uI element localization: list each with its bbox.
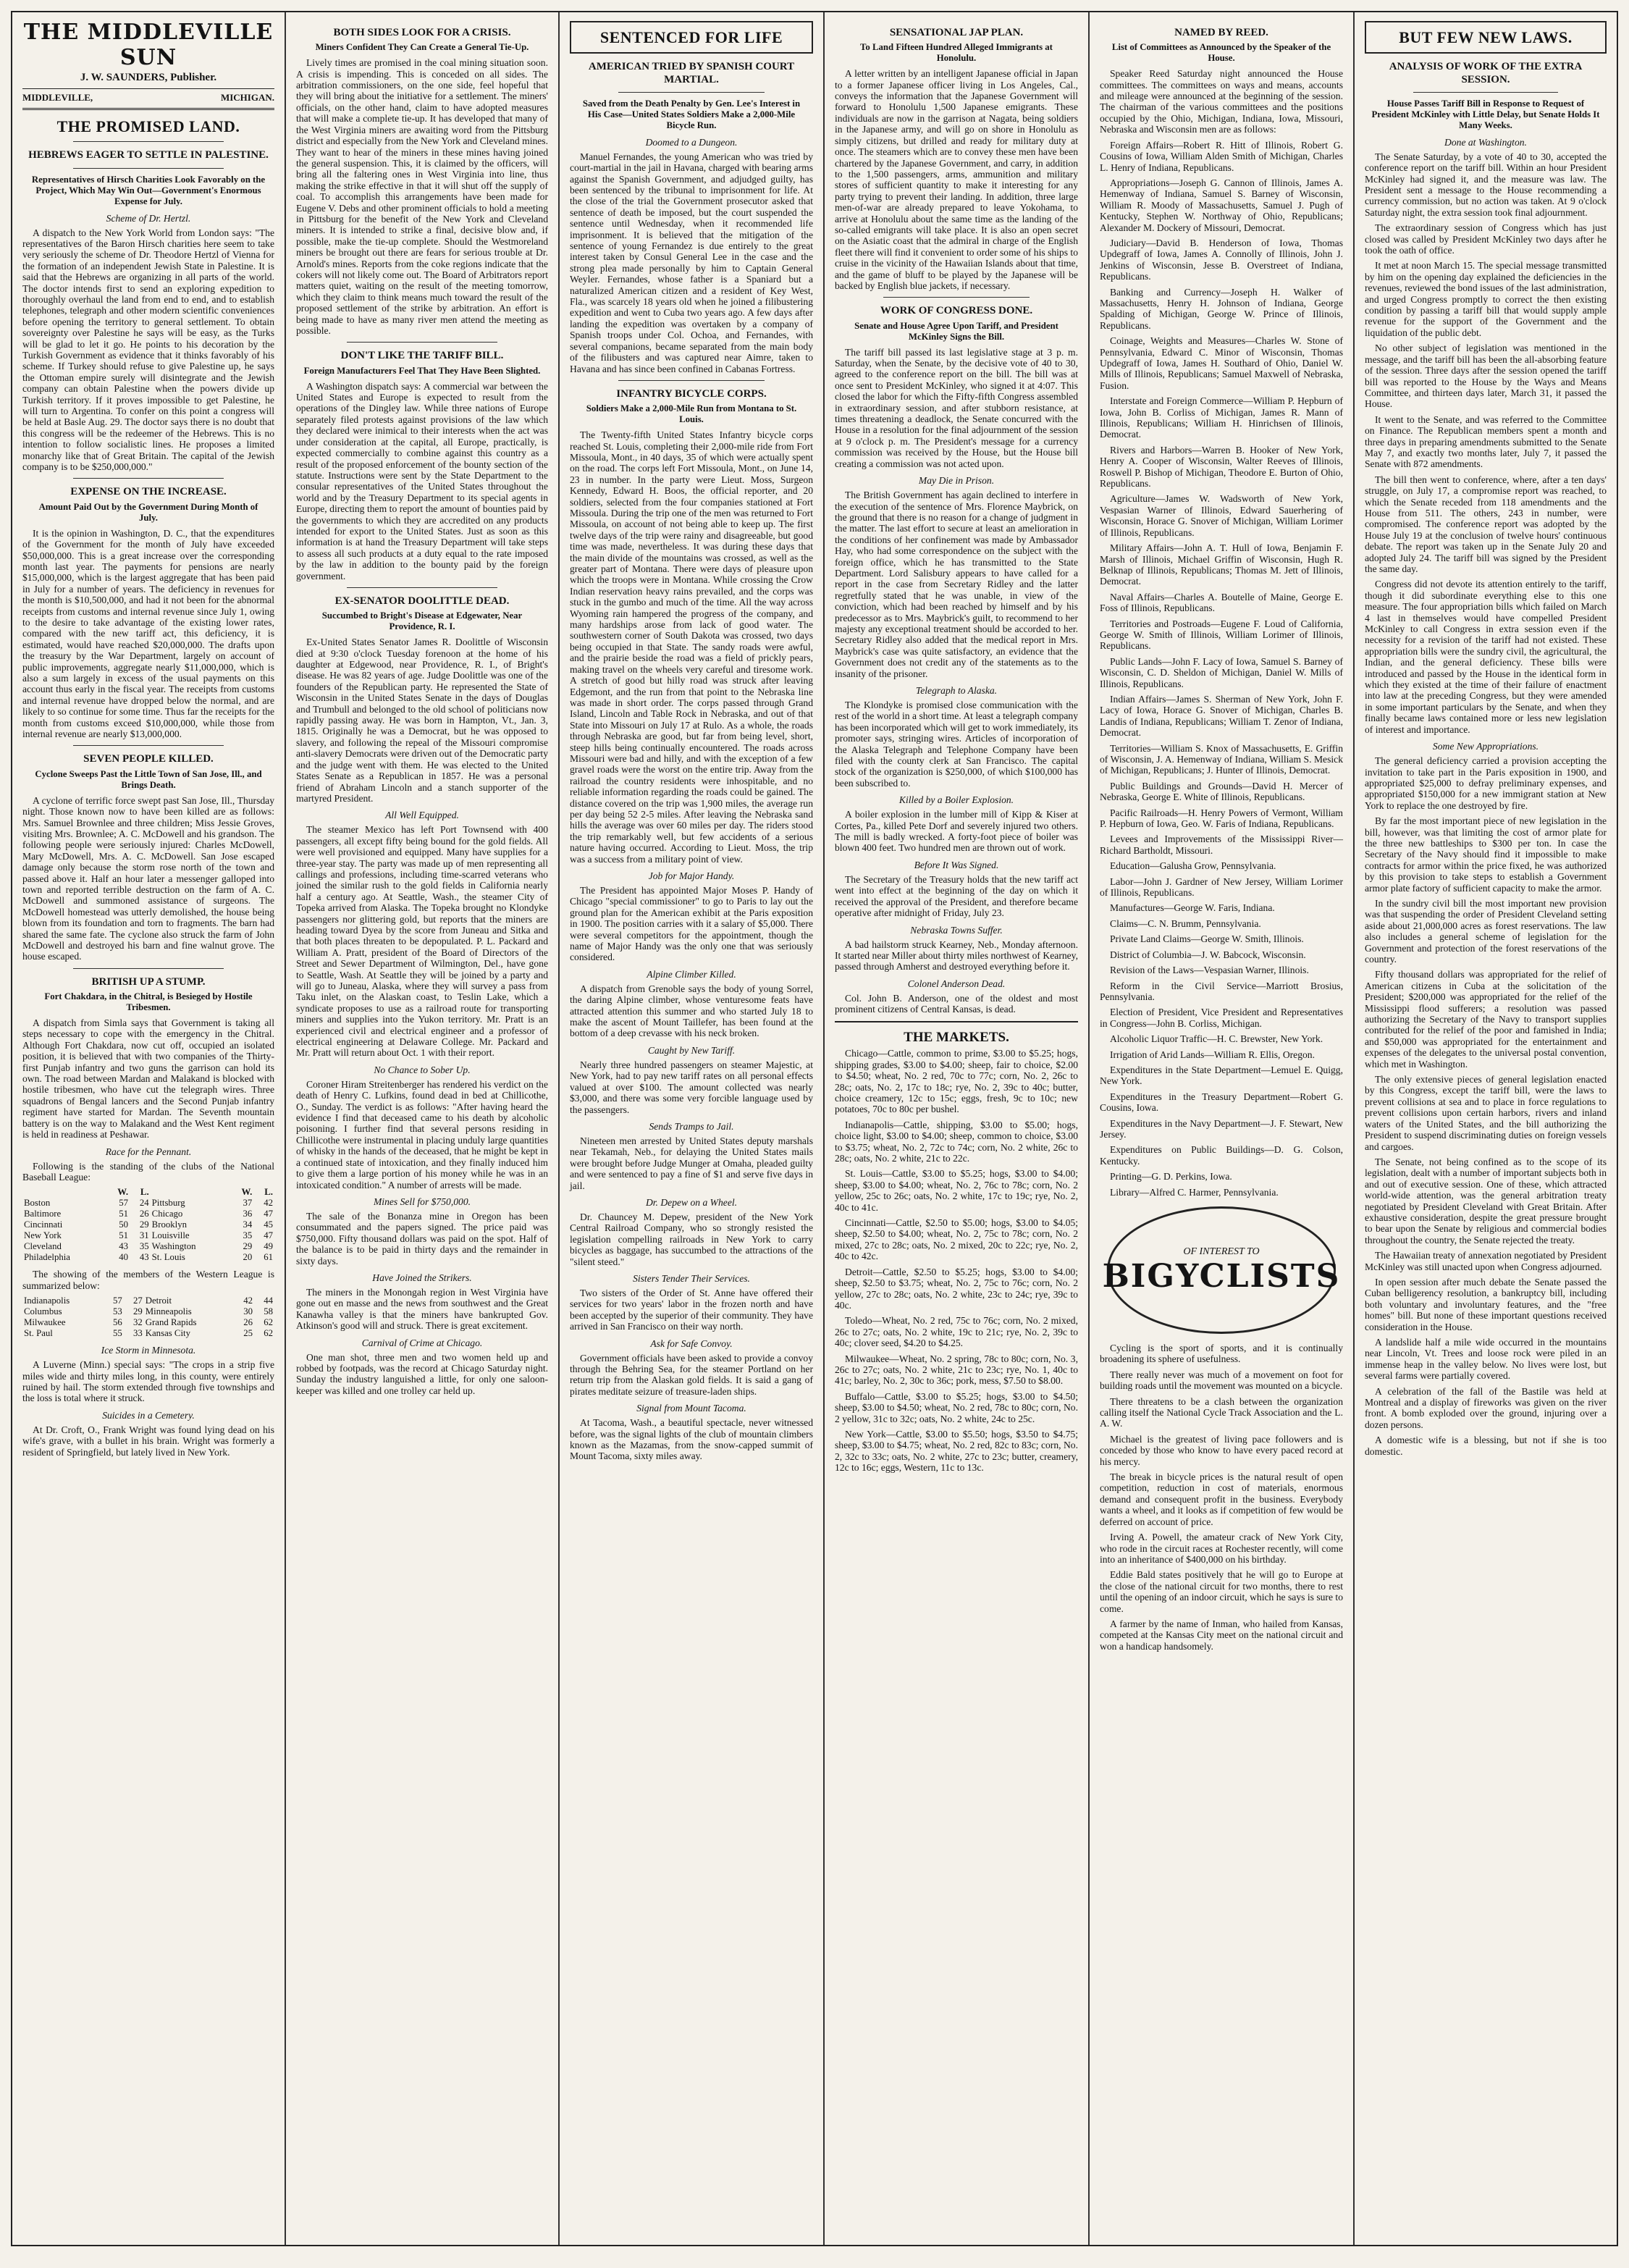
headline-crisis: BOTH SIDES LOOK FOR A CRISIS. <box>333 27 511 38</box>
article-text: The only extensive pieces of general legislation enacted by this Congress, except the tariff bill, were the laws to prevent collisions at sea and to place in force regulations to prevent collisions upon certain harbors, rivers and inland waters of the United States, and the bill authorizing the President to suspend discriminating duties on foreign vessels and cargoes. <box>1365 1074 1607 1152</box>
article-text: Col. John B. Anderson, one of the oldest and most prominent citizens of Central Kansas, is dead. <box>835 992 1078 1015</box>
article-text: In open session after much debate the Senate passed the Cuban belligerency resolution, a bankruptcy bill, including both voluntary and involuntary features, and the "free homes" bill. But none of these important questions received consideration in the House. <box>1365 1276 1607 1332</box>
article-text: The President has appointed Major Moses P. Handy of Chicago "special commissioner" to go to Paris to lay out the ground plan for the American exhibit at the Paris exposition in 1900. The position carries with it a salary of $5,000. There were several competitors for the appointment, though the name of Major Handy was the only one that was seriously considered. <box>570 885 813 963</box>
table-header-cell <box>22 1187 106 1198</box>
article-text: Two sisters of the Order of St. Anne have offered their services for two years' labor in the frozen north and have been accepted by the superior of their community. They have arrived in San Francisco on their way north. <box>570 1287 813 1332</box>
table-cell: 62 <box>264 1317 273 1328</box>
subhead-sober: No Chance to Sober Up. <box>374 1064 471 1075</box>
rule <box>73 968 224 969</box>
subhead-ice-storm: Ice Storm in Minnesota. <box>101 1345 196 1356</box>
rule <box>618 380 765 381</box>
table-cell: Kansas City <box>145 1328 190 1339</box>
article-text: Congress did not devote its attention entirely to the tariff, though it did subordinate everything else to this one measure. The four appropriation bills which failed on March 4 last in themselves would have compelled President McKinley to call Congress in extra session even if the necessity for a revision of the tariff had not existed. These appropriation bills were the sundry civil, the agricultural, the Indian, and the general deficiency. These bills were introduced and passed by the House in the identical form in which they existed at the time of their failure of enactment into law at the preceding Congress, but they were amended in some important particulars by the Senate, and when they finally became laws contained more or less new legislation of interest and importance. <box>1365 579 1607 735</box>
column-6 <box>1355 12 1617 2245</box>
headline-sentenced: SENTENCED FOR LIFE <box>599 28 783 46</box>
subhead-nebraska: Nebraska Towns Suffer. <box>910 924 1003 936</box>
rule <box>835 1021 1078 1022</box>
article-text: The showing of the members of the Western League is summarized below: <box>22 1269 274 1291</box>
deck-sentenced: AMERICAN TRIED BY SPANISH COURT MARTIAL. <box>588 61 795 85</box>
table-cell: 24 <box>139 1198 149 1209</box>
article-text: A dispatch from Grenoble says the body of young Sorrel, the daring Alpine climber, whose venturesome feats have attracted attention this summer and who started July 18 to make the ascent of Mount Taillefer, has been found at the bottom of a deep crevasse with his neck broken. <box>570 983 813 1039</box>
rule <box>73 745 224 746</box>
table-cell: 27 <box>132 1295 143 1306</box>
table-header-cell <box>151 1187 231 1198</box>
table-cell: 31 <box>139 1230 149 1241</box>
committee-entry: Naval Affairs—Charles A. Boutelle of Maine, George E. Foss of Illinois, Republicans. <box>1100 591 1343 614</box>
table-cell: 49 <box>264 1241 273 1252</box>
article-text: Lively times are promised in the coal mining situation soon. A crisis is impending. This is conceded on all sides. The arbitration commissioners, on the one side, feel hopeful that they will bring about the initiative for a settlement. The miners' officials, on the other hand, claim to have adopted measures that will make a complete tie-up. It has developed that many of the West Virginia miners are awaiting word from the Pittsburg district and especially from the New York and Cleveland mines. They want to hear of the miners in these mines having joined the general suspension. This, it is claimed by the officers, will bring all the faltering ones in West Virginia into line, thus making the strike effective in that it will shut off the supply of coal. To accomplish this arrangements have been made for Eugene V. Debs and other prominent officials to hold a meeting in Pittsburg for the benefit of the New York and Cleveland miners. It is intended to strike a final, decisive blow and, if possible, make the tie-up complete. Should the Westmoreland miners be brought out there are fears for serious trouble at Dr. Arnold's mines. Reports from the coke regions indicate that the cokers will not likely come out. The Board of Arbitrators report matters quiet, waiting on the result of the meeting tomorrow, which they claim to think means much toward the result of the proposed settlement of the strike by arbitration. An effort is being made to have as many river men attend the meeting as possible. <box>296 57 548 336</box>
article-text: Cycling is the sport of sports, and it is continually broadening its sphere of usefulness. <box>1100 1343 1343 1365</box>
committee-entry: Judiciary—David B. Henderson of Iowa, Thomas Updegraff of Iowa, James A. Connolly of Illinois, John J. Jenkins of Wisconsin, Jesse B. Overstreet of Indiana, Republicans. <box>1100 237 1343 282</box>
bicyclists-banner <box>1102 1206 1341 1334</box>
subhead-carnival: Carnival of Crime at Chicago. <box>361 1337 483 1348</box>
column-2 <box>286 12 560 2245</box>
committee-entry: Indian Affairs—James S. Sherman of New York, John F. Lacy of Iowa, Horace G. Snover of Michigan, Charles B. Landis of Indiana, Republicans; William T. Zenor of Indiana, Democrat. <box>1100 693 1343 739</box>
article-text: By far the most important piece of new legislation in the bill, however, was that limiting the cost of armor plate for the three new battleships to $300 per ton. In case the Secretary of the Navy should find it impossible to make contracts for armor within the price fixed, he was authorized by this provision to take steps to establish a Government armor plate factory of sufficient capacity to make the armor. <box>1365 815 1607 894</box>
headline-jap: SENSATIONAL JAP PLAN. <box>889 27 1024 38</box>
article-text: A cyclone of terrific force swept past San Jose, Ill., Thursday night. Those known now to have been killed are as follows: Mrs. Samuel Brownlee and three children; Miss Jessie Groves, visiting Mrs. Brownlee; A. C. McDowell and his grandson. The following people were seriously injured: Charles McDowell, Mary McDowell, Mrs. A. C. McDowell. San Jose escaped damage only because the storm rose north of the town and passed above it. Half an hour later a messenger galloped into town and reported terrible destruction on the farm of A. C. McDowell and summoned assistance of surgeons. The McDowell homestead was utterly demolished, the house being blown from its foundation and torn to fragments. The barn had shared the same fate. The cyclone also struck the farm of John McDowell and destroyed his barn and fine walnut grove. The house escaped. <box>22 794 274 962</box>
committee-entry: Appropriations—Joseph G. Cannon of Illinois, James A. Hemenway of Indiana, Samuel S. Barney of Wisconsin, William R. Moody of Massachusetts, Samuel J. Pugh of Kentucky, Stephen W. Northway of Ohio, Republicans; Alexander M. Dockery of Missouri, Democrat. <box>1100 177 1343 233</box>
table-cell: 50 <box>119 1219 129 1230</box>
table-cell: 40 <box>119 1252 129 1263</box>
committee-entry: Alcoholic Liquor Traffic—H. C. Brewster, New York. <box>1110 1033 1323 1045</box>
article-text: The Senate Saturday, by a vote of 40 to 30, accepted the conference report on the tariff bill. Within an hour President McKinley had signed it, and the measure was law. The President sent a message to the House recommending a currency commission, but no action was taken. At 9 o'clock Saturday night, the extra session took final adjournment. <box>1365 151 1607 218</box>
article-text: It is the opinion in Washington, D. C., that the expenditures of the Government for the month of July have exceeded $50,000,000. This is a great increase over the corresponding month last year. The payments for pensions are nearly $15,000,000, which is the largest aggregate that has been paid in July for a number of years. The deficiency in revenues for the month is $10,500,000, and had it not been for the abnormal receipts from customs and internal revenue since July 1, owing to the desire to take advantage of the existing lower rates, compared with the new tariff act, this deficiency, it is estimated, would have reached $20,000,000. The drafts upon the treasury by the War Department, largely on account of public improvements, aggregate nearly $11,000,000, which is also a sum largely in excess of the usual payments on this account thus early in the fiscal year. The receipts from customs and internal revenue have dropped below the normal, and are likely to so continue for some time. Thus far the receipts for the month from customs exceed $10,000,000, while those from internal revenue are nearly $13,000,000. <box>22 527 274 740</box>
table-row <box>22 1209 274 1219</box>
table-cell: 32 <box>132 1317 143 1328</box>
rule <box>1413 92 1558 93</box>
market-report: Chicago—Cattle, common to prime, $3.00 to $5.25; hogs, shipping grades, $3.00 to $4.00; sheep, fair to choice, $2.00 to $4.50; wheat, No. 2 red, 70c to 77c; corn, No. 2, 26c to 28c; oats, No. 2, 17c to 18c; rye, No. 2, 39c to 40c; butter, choice creamery, 12c to 15c; eggs, fresh, 9c to 10c; new potatoes, 70c to 80c per bushel. <box>835 1048 1078 1115</box>
subdeck-laws: House Passes Tariff Bill in Response to Request of President McKinley with Little Delay, but Senate Holds It Many Weeks. <box>1371 98 1600 130</box>
committee-entry: Library—Alfred C. Harmer, Pennsylvania. <box>1110 1186 1279 1198</box>
table-cell: 62 <box>264 1328 273 1339</box>
table-cell: 57 <box>119 1198 129 1209</box>
article-text: It met at noon March 15. The special message transmitted by him on the opening day explained the deficiencies in the revenues, reviewed the bond issues of the last administration, and urged Congress promptly to correct the then existing condition by passing a tariff bill that would supply ample revenue for the support of the Government and the liquidation of the public debt. <box>1365 260 1607 338</box>
headline-expense: EXPENSE ON THE INCREASE. <box>70 486 227 498</box>
committee-entry: Private Land Claims—George W. Smith, Illinois. <box>1110 933 1304 945</box>
article-text: It went to the Senate, and was referred to the Committee on Finance. The Republican members spent a month and three days in preparing amendments submitted to the Senate May 7, and exactly two months later, July 7, it passed the Senate with 872 amendments. <box>1365 413 1607 470</box>
rule <box>883 297 1030 298</box>
committee-entry: Foreign Affairs—Robert R. Hitt of Illinois, Robert G. Cousins of Iowa, William Alden Smith of Michigan, Charles L. Henry of Indiana, Republicans. <box>1100 139 1343 173</box>
table-cell: 57 <box>113 1295 122 1306</box>
headline-british: BRITISH UP A STUMP. <box>91 975 206 988</box>
article-text: A letter written by an intelligent Japanese official in Japan to a former Japanese officer living in Los Angeles, Cal., conveys the information that the Japanese Government will forward to Honolulu 1,500 Japanese emigrants. These individuals are now in the garrison at Nagata, being soldiers in the Japanese army, and will go on shore in Honolulu as simply citizens, but drilled and ready for military duty at once. The steamers which are to convey these men have been chartered by the Japanese Government, and carry, in addition to the 1,500 passengers, arms, ammunition and military stores of sufficient quantity to make it interesting for any party trying to prevent their landing. In addition, three large men-of-war are already prepared to leave Yokohama, to arrive at Honolulu about the same time as the landing of the so-called emigrants will take place. It is also an open secret on the Asiatic coast that the admiral in charge of the English fleet there will find it convenient to order some of his ships to cruise in the vicinity of the Hawaiian Islands about that time, and the game of bluff to be played by the Japanese will be backed by English blue jackets, if necessary. <box>835 68 1078 291</box>
article-text: At Tacoma, Wash., a beautiful spectacle, never witnessed before, was the signal lights of the club of mountain climbers known as the Mazamas, from the snow-capped summit of Mount Tacoma, sixty miles away. <box>570 1417 813 1462</box>
subhead-convoy: Ask for Safe Convoy. <box>650 1337 733 1349</box>
table-cell: 42 <box>264 1198 273 1209</box>
table-row <box>22 1306 274 1317</box>
table-cell: St. Paul <box>24 1328 53 1339</box>
subhead-pennant: Race for the Pennant. <box>105 1146 192 1157</box>
table-cell: 26 <box>243 1317 253 1328</box>
subhead-telegraph: Telegraph to Alaska. <box>915 685 998 696</box>
table-cell: Detroit <box>145 1295 172 1306</box>
committee-entry: Banking and Currency—Joseph H. Walker of Massachusetts, Henry H. Johnson of Indiana, George Spalding of Michigan, George W. Prince of Illinois, Republicans. <box>1100 286 1343 331</box>
article-text: The steamer Mexico has left Port Townsend with 400 passengers, all except fifty being bound for the gold fields. All were well provisioned and equipped. Many have supplies for a three-year stay. The party was made up of men representing all callings and professions, including time-scarred veterans who joined the similar rush to the gold fields in California nearly half a century ago. At Seattle, Wash., the steamer City of Topeka arrived from Alaska. The Topeka brought no Klondyke passengers nor glittering gold, but reports that the miners are heading toward Dyea by the score from Juneau and Sitka and that both places threaten to be depopulated. P. L. Packard and William A. Pratt, president of the Board of Directors of the Street and Sewer Department of Wilmington, Del., have gone to Seattle, Wash. At Seattle they will be joined by a party and will go to Juneau, Alaska, where they will survey a pass from Taku inlet, on the Alaskan coast, to Teslin Lake, which a syndicate proposes to use as a railroad route for transporting miners and supplies into the Yukon territory. Mr. Pratt is an experienced civil and electrical engineer and a professor of electrical engineering at Delaware College. Mr. Packard and Mr. Pratt will return about Oct. 1 with their report. <box>296 824 548 1059</box>
market-report: New York—Cattle, $3.00 to $5.50; hogs, $3.50 to $4.75; sheep, $3.00 to $4.75; wheat, No. 2 red, 82c to 83c; corn, No. 2, 32c to 33c; oats, No. 2 white, 27c to 23c; butter, creamery, 12c to 16c; eggs, Western, 11c to 13c. <box>835 1428 1078 1474</box>
article-text: Dr. Chauncey M. Depew, president of the New York Central Railroad Company, who so strongly resisted the legislation compelling railroads in New York to carry bicycles as baggage, has succumbed to the attractions of the "silent steed." <box>570 1211 813 1267</box>
headline-promised-land: THE PROMISED LAND. <box>56 117 240 135</box>
deck-promised-land: HEBREWS EAGER TO SETTLE IN PALESTINE. <box>28 149 269 161</box>
committee-entry: Pacific Railroads—H. Henry Powers of Vermont, William P. Hepburn of Iowa, Geo. W. Faris of Indiana, Republicans. <box>1100 807 1343 830</box>
table-cell: Boston <box>24 1198 51 1209</box>
column-1 <box>12 12 286 2245</box>
table-cell: Pittsburg <box>151 1198 185 1209</box>
masthead-dateline <box>22 88 274 104</box>
deck-expense: Amount Paid Out by the Government During Month of July. <box>38 501 258 523</box>
masthead <box>22 20 274 110</box>
table-cell: 34 <box>243 1219 253 1230</box>
table-row <box>22 1230 274 1241</box>
standings-table-western <box>22 1295 274 1339</box>
rule <box>347 587 498 588</box>
article-text: The break in bicycle prices is the natural result of open competition, reduction in cost of materials, enormous demand and consequent profit in the business. Everybody wants a wheel, and it looks as if competition of few would be deferred on account of price. <box>1100 1471 1343 1527</box>
article-text: A dispatch to the New York World from London says: "The representatives of the Baron Hirsch charities here seem to take very seriously the scheme of Dr. Theodore Hertzl of Vienna for the formation of an independent Jewish State in Palestine. It is said that the Hebrews are organizing in all parts of the world. The doctor intends first to send an exploring expedition to thoroughly overhaul the land from end to end, and to establish telephones, telegraph and other modern scientific conveniences before opening the territory to general settlement. To obtain sovereignty over Palestine he says will be easy, as the Turks will be glad to let it go. He points to his decoration by the Turkish Government as evidence that it thinks favorably of his scheme. If Turkey should refuse to give Palestine up, he says the Ottoman empire surely will disintegrate and the Jewish company can obtain Palestine when the powers divide up Turkish territory. If it proves impossible to get Palestine, he will turn to Argentina. To confer on this point a congress will be held at Basle Aug. 29. The doctor says there is no doubt that this congress will be the redeemer of the Hebrews. This is no intention to follow socialistic lines. He proposes a limited monarchy like that of Great Britain. The capital of the Jewish company is to be $250,000,000." <box>22 227 274 473</box>
masthead-title: THE MIDDLEVILLE SUN <box>23 20 274 70</box>
article-text: A celebration of the fall of the Bastile was held at Montreal and a display of fireworks was given on the river front. A bomb exploded over the ground, injuring over a dozen persons. <box>1365 1385 1607 1430</box>
banner-top-text: OF INTEREST TO <box>1183 1246 1260 1257</box>
table-cell: 37 <box>243 1198 253 1209</box>
masthead-town: MIDDLEVILLE, <box>22 92 93 103</box>
table-cell: 26 <box>139 1209 149 1219</box>
headline-laws: BUT FEW NEW LAWS. <box>1399 28 1573 46</box>
banner-main-text: BIGYCLISTS <box>1102 1257 1341 1295</box>
article-text: Fifty thousand dollars was appropriated for the relief of American citizens in Cuba at the solicitation of the President; $200,000 was appropriated for the relief of the Mississippi flood sufferers; a resolution was passed authorizing the Secretary of the Navy to transport supplies contributed for the relief of the poor and famished in India; and $50,000 was appropriated for the entertainment and expenses of the delegates to the universal postal convention, which met in Washington. <box>1365 969 1607 1070</box>
table-cell: Baltimore <box>24 1209 62 1219</box>
subhead-depew: Dr. Depew on a Wheel. <box>645 1196 738 1208</box>
article-text: A dispatch from Simla says that Government is taking all steps necessary to cope with the emergency in the Chitral. Although Fort Chakdara, now cut off, occupied an isolated position, it is believed that with two companies of the Thirty-first Punjab infantry and two guns the garrison can hold its own. The road between Mardan and Malakand is blocked with hostile tribesmen, who have cut the telegraph wires. Three squadrons of Bengal lancers and the Second Punjab infantry regiment have started for Mardan. The Seventh mountain battery is on the way to Malakand and the West Kent regiment is held in readiness at Peshawar. <box>22 1017 274 1141</box>
committee-entry: Labor—John J. Gardner of New Jersey, William Lorimer of Illinois, Republicans. <box>1100 875 1343 899</box>
committee-entry: Territories—William S. Knox of Massachusetts, E. Griffin of Wisconsin, J. A. Hemenway of Indiana, William S. Mesick of Michigan, Republicans; J. Hunter of Illinois, Democrat. <box>1100 742 1343 776</box>
deck-named: List of Committees as Announced by the Speaker of the House. <box>1111 42 1331 64</box>
committee-entry: Revision of the Laws—Vespasian Warner, Illinois. <box>1110 965 1309 976</box>
article-text: The miners in the Monongah region in West Virginia have gone out en masse and the news from southwest and the Great Kanawha valley is that the miners have bankrupted Gov. Atkinson's good will and struck. There is great excitement. <box>296 1286 548 1332</box>
headline-tariff: DON'T LIKE THE TARIFF BILL. <box>340 350 504 362</box>
committee-entry: Public Lands—John F. Lacy of Iowa, Samuel S. Barney of Wisconsin, C. D. Sheldon of Michigan, Daniel W. Mills of Illinois, Republicans. <box>1100 655 1343 689</box>
market-report: St. Louis—Cattle, $3.00 to $5.25; hogs, $3.00 to $4.00; sheep, $3.00 to $4.00; wheat, No. 2, 76c to 78c; corn, No. 2 yellow, 25c to 26c; oats, No. 2 white, 17c to 19c; rye, No. 2, 40c to 41c. <box>835 1168 1078 1213</box>
article-text: The Senate, not being confined as to the scope of its legislation, dealt with a number of important subjects both in and out of executive session. One of these, which attracted world-wide attention, was the general arbitration treaty negotiated by President Cleveland with Great Britain. After exhaustive consideration, despite the great pressure brought to bear upon the Senate by religious and commercial bodies throughout the country, the Senate rejected the treaty. <box>1365 1156 1607 1246</box>
table-cell: 61 <box>264 1252 273 1263</box>
rule <box>73 141 224 142</box>
article-text: The bill then went to conference, where, after a ten days' struggle, on July 17, a compromise report was reached, to which the Senate receded from 118 amendments and the House from 511. The others, 243 in number, were compromised. The conference report was adopted by the House July 19 at the conclusion of twelve hours' continuous debate. The report was taken up in the Senate July 20 and adopted July 24. The tariff bill was signed by the President the same day. <box>1365 474 1607 575</box>
deck-doolittle: Succumbed to Bright's Disease at Edgewater, Near Providence, R. I. <box>321 610 523 632</box>
article-text: Nineteen men arrested by United States deputy marshals near Tekamah, Neb., for delaying the United States mails were brought before Judge Munger at Omaha, pleaded guilty and were sentenced to pay a fine of $1 and serve five days in jail. <box>570 1135 813 1191</box>
table-cell: 58 <box>264 1306 273 1317</box>
table-header-cell: L. <box>140 1187 149 1198</box>
standings-body <box>22 1198 274 1263</box>
table-header-cell: L. <box>264 1187 273 1198</box>
table-header-cell: W. <box>117 1187 129 1198</box>
subhead-signal: Signal from Mount Tacoma. <box>636 1403 746 1414</box>
committee-entry: Coinage, Weights and Measures—Charles W. Stone of Pennsylvania, Edward C. Minor of Wisconsin, Thomas Updegraff of Iowa, James H. Southard of Ohio, Daniel W. Mills of Illinois, Republicans; Samuel Maxwell of Nebraska, Fusion. <box>1100 335 1343 391</box>
column-4 <box>825 12 1090 2245</box>
table-cell: 55 <box>113 1328 122 1339</box>
committee-entry: Expenditures in the State Department—Lemuel E. Quigg, New York. <box>1100 1064 1343 1087</box>
article-text: The British Government has again declined to interfere in the execution of the sentence of Mrs. Florence Maybrick, on the ground that there is no reason for a change of judgment in the matter. The last effort to secure at least an amelioration in the conditions of her confinement was made by Ambassador Hay, who had some correspondence on the subject with the foreign office, which he has transmitted to the State Department. Lord Salisbury appears to have called for a report in the case from Secretary Ridley and the latter regretfully stated that he was unable, in view of the conviction, which had been reached by himself and by his predecessor as to Mrs. Maybrick's guilt, to recommend to her majesty any exceptional treatment should be accorded to her. Secretary Ridley also added that the medical report in Mrs. Maybrick's case was quite satisfactory, an evidence that the Government does not credit any of the statements as to the insanity of the prisoner. <box>835 490 1078 679</box>
headline-doolittle: EX-SENATOR DOOLITTLE DEAD. <box>334 595 510 607</box>
subhead-colonel: Colonel Anderson Dead. <box>907 978 1006 989</box>
table-cell: Cincinnati <box>24 1219 63 1230</box>
article-text: Nearly three hundred passengers on steamer Majestic, at New York, had to pay new tariff rates on all personal effects valued at over $100. The amount collected was nearly $3,000, and there was some very forcible language used by the passengers. <box>570 1059 813 1115</box>
table-cell: Indianapolis <box>24 1295 70 1306</box>
committee-entry: Agriculture—James W. Wadsworth of New York, Vespasian Warner of Illinois, Edward Sauerhering of Wisconsin, Horace G. Snover of Michigan, William Lorimer of Illinois, Republicans. <box>1100 493 1343 538</box>
deck-congress: Senate and House Agree Upon Tariff, and President McKinley Signs the Bill. <box>854 320 1058 342</box>
table-cell: 35 <box>139 1241 149 1252</box>
table-cell: 42 <box>243 1295 253 1306</box>
article-text: Speaker Reed Saturday night announced the House committees. The committees on ways and means, accounts and mileage were announced at the beginning of the session. The chairman of the various committees and the positions occupied by the Ohio, Michigan, Indiana, Iowa, Missouri, Nebraska and Wisconsin men are as follows: <box>1100 68 1343 135</box>
table-header-row <box>22 1187 274 1198</box>
committee-entry: District of Columbia—J. W. Babcock, Wisconsin. <box>1110 949 1306 960</box>
committee-entry: Interstate and Foreign Commerce—William P. Hepburn of Iowa, John B. Corliss of Michigan, James R. Mann of Illinois, Republicans; William H. Hinrichsen of Illinois, Democrat. <box>1100 395 1343 440</box>
headline-box-laws <box>1365 21 1607 54</box>
masthead-state: MICHIGAN. <box>220 92 274 103</box>
rule <box>347 342 498 343</box>
table-cell: 33 <box>132 1328 143 1339</box>
table-cell: New York <box>24 1230 62 1241</box>
table-cell: 25 <box>243 1328 253 1339</box>
article-text: Coroner Hiram Streitenberger has rendered his verdict on the death of Henry C. Lufkins, found dead in bed at Chillicothe, O., Sunday. The verdict is as follows: "After having heard the evidence I find that deceased came to his death by alcoholic poisoning. I further find that several persons residing in Chillicothe were instrumental in placing unduly large quantities of whisky in the hands of the deceased, that he might be kept in a continued state of intoxication, and they finally induced him to give them a large portion of his money while he was in an intoxicated condition." A number of arrests will be made. <box>296 1078 548 1190</box>
article-text: There threatens to be a clash between the organization calling itself the National Cycle Track Association and the L. A. W. <box>1100 1395 1343 1429</box>
subhead-boiler: Killed by a Boiler Explosion. <box>898 794 1014 806</box>
table-row <box>22 1252 274 1263</box>
table-row <box>22 1241 274 1252</box>
committee-entry: Military Affairs—John A. T. Hull of Iowa, Benjamin F. Marsh of Illinois, Michael Griffin of Wisconsin, Hugh R. Belknap of Illinois, Republicans; Thomas M. Jett of Illinois, Democrat. <box>1100 542 1343 587</box>
subhead-signed: Before It Was Signed. <box>914 859 999 870</box>
article-text: No other subject of legislation was mentioned in the message, and the tariff bill has been the all-absorbing feature of the session. Three days after the session opened the tariff bill was reported to the House by the Ways and Means Committee, and thirteen days later, March 31, it passed the House. <box>1365 343 1607 410</box>
article-text: In the sundry civil bill the most important new provision was that suspending the order of President Cleveland setting aside about 21,000,000 acres as forest reservations. The law also includes a general scheme of legislation for the Government and protection of the forest reservations of the country. <box>1365 897 1607 965</box>
table-cell: 51 <box>119 1209 129 1219</box>
rule <box>73 478 224 479</box>
article-text: Eddie Bald states positively that he will go to Europe at the close of the national circuit for two months, there to rest until the opening of an indoor circuit, which he says is sure to come. <box>1100 1569 1343 1614</box>
table-cell: 29 <box>132 1306 143 1317</box>
table-cell: 29 <box>139 1219 149 1230</box>
market-report: Cincinnati—Cattle, $2.50 to $5.00; hogs, $3.00 to $4.05; sheep, $2.50 to $4.00; wheat, No. 2, 75c to 78c; corn, No. 2 mixed, 27c to 28c; oats, No. 2 mixed, 20c to 22c; rye, No. 2, 40c to 42c. <box>835 1217 1078 1262</box>
subhead-sisters: Sisters Tender Their Services. <box>633 1272 750 1284</box>
table-row <box>22 1198 274 1209</box>
article-text: The Secretary of the Treasury holds that the new tariff act went into effect at the beginning of the day on which it received the approval of the President, and therefore became operative after midnight of Friday, July 23. <box>835 873 1078 919</box>
table-cell: 35 <box>243 1230 253 1241</box>
committee-entry: Irrigation of Arid Lands—William R. Ellis, Oregon. <box>1110 1049 1315 1060</box>
table-cell: 47 <box>264 1209 273 1219</box>
article-text: The tariff bill passed its last legislative stage at 3 p. m. Saturday, when the Senate, by the decisive vote of 40 to 30, agreed to the conference report on the bill. The bill was at once sent to President McKinley, who signed it at 4:07. This closed the labor for which the Fifty-fifth Congress assembled in extraordinary session, and after stubborn resistance, at times threatening a deadlock, the Senate concurred with the House in a resolution for the final adjournment of the session at 9 o'clock p. m. The President's message for a currency commission was received by the House, but the House bill creating a commission was not acted upon. <box>835 346 1078 469</box>
committee-entry: Levees and Improvements of the Mississippi River—Richard Bartholdt, Missouri. <box>1100 833 1343 856</box>
table-cell: Minneapolis <box>145 1306 192 1317</box>
article-text: A Luverne (Minn.) special says: "The crops in a strip five miles wide and thirty miles long, in this county, were entirely ruined by hail. The storm extended through five townships and the loss is total where it struck. <box>22 1359 274 1404</box>
committee-entry: Expenditures in the Navy Department—J. F. Stewart, New Jersey. <box>1100 1117 1343 1140</box>
headline-seven-killed: SEVEN PEOPLE KILLED. <box>83 753 214 765</box>
deck-laws: ANALYSIS OF WORK OF THE EXTRA SESSION. <box>1389 61 1583 85</box>
subhead-dungeon: Doomed to a Dungeon. <box>645 136 738 148</box>
subdeck-sentenced: Saved from the Death Penalty by Gen. Lee's Interest in His Case—United States Soldiers Make a 2,000-Mile Bicycle Run. <box>582 98 801 130</box>
table-cell: Milwaukee <box>24 1317 66 1328</box>
headline-box-sentenced <box>570 21 813 54</box>
market-report: Detroit—Cattle, $2.50 to $5.25; hogs, $3.00 to $4.00; sheep, $2.50 to $3.75; wheat, No. 2, 75c to 76c; corn, No. 2 yellow, 27c to 28c; oats, No. 2 white, 23c to 24c; rye, 39c to 40c. <box>835 1266 1078 1311</box>
committee-entry: Election of President, Vice President and Representatives in Congress—John B. Corliss, Michigan. <box>1100 1007 1343 1029</box>
table-cell: Brooklyn <box>151 1219 188 1230</box>
subhead-alpine: Alpine Climber Killed. <box>647 968 736 980</box>
table-cell: 30 <box>243 1306 253 1317</box>
article-text: A boiler explosion in the lumber mill of Kipp & Kiser at Cortes, Pa., killed Pete Dorf and severely injured two others. The mill is badly wrecked. A forty-foot piece of boiler was blown 400 feet. Two hundred men are thrown out of work. <box>835 809 1078 854</box>
article-text: Following is the standing of the clubs of the National Baseball League: <box>22 1160 274 1183</box>
subhead-caught: Caught by New Tariff. <box>647 1044 736 1056</box>
subhead-hertzl: Scheme of Dr. Hertzl. <box>106 212 191 224</box>
subhead-mines-sell: Mines Sell for $750,000. <box>373 1196 471 1207</box>
table-cell: 43 <box>119 1241 129 1252</box>
article-text: One man shot, three men and two women held up and robbed by footpads, was the record at Chicago Saturday night. Sunday the industry languished a little, for only one saloon-keeper was killed and one trolley car held up. <box>296 1351 548 1396</box>
article-text: A bad hailstorm struck Kearney, Neb., Monday afternoon. It started near Miller about thirty miles northwest of Kearney, passed through Amherst and destroyed everything before it. <box>835 938 1078 973</box>
subhead-tramps: Sends Tramps to Jail. <box>649 1120 734 1132</box>
committee-entry: Printing—G. D. Perkins, Iowa. <box>1110 1171 1232 1183</box>
deck-jap: To Land Fifteen Hundred Alleged Immigrants at Honolulu. <box>860 42 1053 64</box>
headline-congress: WORK OF CONGRESS DONE. <box>880 305 1033 317</box>
subhead-appropriations: Some New Appropriations. <box>1432 741 1539 752</box>
table-cell: 45 <box>264 1219 273 1230</box>
article-text: Ex-United States Senator James R. Doolittle of Wisconsin died at 9:30 o'clock Tuesday forenoon at the home of his daughter at Edgewood, near Providence, R. I., of Bright's disease. He was 82 years of age. Judge Doolittle was one of the founders of the Republican party. He represented the State of Wisconsin in the United States Senate in the days of Douglas and Trumbull and belonged to the old school of politicians now rapidly passing away. He was born in Hampton, Vt., Jan. 3, 1815. Originally he was a Democrat, but he was opposed to slavery, and following the repeal of the Missouri compromise anti-slavery Democrats were driven out of the Democratic party and the judge went with them. He was elected to the United States Senate as a Republican in 1857. He was a personal friend of Abraham Lincoln and a stanch supporter of the martyred President. <box>296 637 549 804</box>
table-cell: Grand Rapids <box>145 1317 197 1328</box>
committee-entry: Education—Galusha Grow, Pennsylvania. <box>1110 860 1276 872</box>
market-report: Buffalo—Cattle, $3.00 to $5.25; hogs, $3.00 to $4.50; sheep, $3.00 to $4.50; wheat, No. 2 red, 78c to 80c; corn, No. 2 yellow, 31c to 32c; oats, No. 2 white, 24c to 25c. <box>835 1390 1078 1424</box>
table-cell: Cleveland <box>24 1241 62 1252</box>
table-cell: 43 <box>139 1252 149 1263</box>
newspaper-page <box>11 11 1618 2246</box>
standings-table-national <box>22 1187 274 1263</box>
subhead-prison: May Die in Prison. <box>918 475 995 487</box>
column-5 <box>1090 12 1355 2245</box>
deck-tariff: Foreign Manufacturers Feel That They Have Been Slighted. <box>303 365 541 376</box>
committee-entry: Territories and Postroads—Eugene F. Loud of California, George W. Smith of Illinois, William Lorimer of Illinois, Republicans. <box>1100 618 1343 652</box>
table-cell: 51 <box>119 1230 129 1241</box>
table-cell: Philadelphia <box>24 1252 70 1263</box>
article-text: The Klondyke is promised close communication with the rest of the world in a short time. At least a telegraph company has been incorporated which will get to work immediately, its promoter says, stringing wires. Articles of incorporation of the Alaska Telegraph and Telephone Company have been filed with the county clerk at San Francisco. The capital stock of the organization is $250,000, of which $100,000 has been subscribed to. <box>835 700 1078 789</box>
deck-british: Fort Chakdara, in the Chitral, is Besieged by Hostile Tribesmen. <box>44 991 253 1013</box>
market-report: Milwaukee—Wheat, No. 2 spring, 78c to 80c; corn, No. 3, 26c to 27c; oats, No. 2 white, 21c to 23c; rye, No. 1, 40c to 41c; barley, No. 2, 30c to 36c; pork, mess, $7.50 to $8.00. <box>835 1353 1078 1387</box>
rule <box>618 92 765 93</box>
column-3 <box>560 12 825 2245</box>
subhead-job: Job for Major Handy. <box>648 870 735 882</box>
table-cell: Washington <box>151 1241 196 1252</box>
committee-entry: Expenditures in the Treasury Department—Robert G. Cousins, Iowa. <box>1100 1091 1343 1114</box>
masthead-publisher: J. W. SAUNDERS, Publisher. <box>80 72 217 83</box>
committee-entry: Rivers and Harbors—Warren B. Hooker of New York, Henry A. Cooper of Wisconsin, Walter Reeves of Illinois, Roswell P. Bishop of Michigan, Theodore E. Burton of Ohio, Republicans. <box>1100 444 1343 490</box>
table-cell: Chicago <box>151 1209 183 1219</box>
deck-crisis: Miners Confident They Can Create a General Tie-Up. <box>315 42 529 53</box>
table-cell: 47 <box>264 1230 273 1241</box>
article-text: The Twenty-fifth United States Infantry bicycle corps reached St. Louis, completing their 2,000-mile ride from Fort Missoula, Mont., in 40 days, 35 of which were actually spent on the road. The corps left Fort Missoula, Mont., on June 14, 23 in number. In the party were Lieut. Moss, Surgeon Kennedy, Edward H. Boos, the official reporter, and 20 soldiers, selected from the four companies stationed at Fort Missoula. During the trip one of the men was returned to Fort Missoula, on account of not being able to keep up. The first twelve days of the trip were rainy and disagreeable, but good time was made, nevertheless. It was during these days that the main divide of the mountains was crossed, as well as the greater part of Montana. There were days of pleasure upon which the troops were in Montana. While crossing the Crow Indian reservation heavy rains prevailed, and the corps was stuck in the gumbo and much of the time. All the way across Wyoming rain hampered the progress of the company, and many hardships arose from lack of good water. The southwestern corner of South Dakota was crossed, two days being occupied in that State. The sandy roads were awful, and the prairie beside the road was a field of prickly pears, making travel on the wheels very careful and tiresome work. A stretch of good but hilly road was struck after leaving Edgemont, and the run from that point to the Nebraska line was made in short order. The corps passed through Grand Island, Lincoln and Table Rock in Nebraska, and out of that State into Missouri on July 17 at Rulo. As a whole, the roads through Nebraska are good, but far from being level, short, steep hills being continually encountered. The roads across Missouri were bad and hilly, and with the exception of a few gravel roads were the worst on the entire trip. Away from the railroad the country residents were inhospitable, and no reliable information regarding the roads could be gained. The distance covered on the trip was 1,900 miles, the average run per day being 52 2-5 miles. After leaving the Nebraska sand hills the average was over 60 miles per day. The riders stood the trip remarkably well, but few accidents of a serious nature having occurred. According to Lieut. Moss, the trip was a success from a military point of view. <box>570 429 813 865</box>
table-cell: Louisville <box>151 1230 190 1241</box>
headline-named: NAMED BY REED. <box>1174 27 1268 38</box>
market-report: Toledo—Wheat, No. 2 red, 75c to 76c; corn, No. 2 mixed, 26c to 27c; oats, No. 2 white, 19c to 21c; rye, No. 2, 39c to 40c; clover seed, $4.20 to $4.25. <box>835 1315 1078 1349</box>
deck-infantry: Soldiers Make a 2,000-Mile Run from Montana to St. Louis. <box>586 403 797 425</box>
deck-seven-killed: Cyclone Sweeps Past the Little Town of San Jose, Ill., and Brings Death. <box>35 768 262 790</box>
article-text: Manuel Fernandes, the young American who was tried by court-martial in the jail in Havana, charged with bearing arms against the Spanish Government, and adjudged guilty, has been sentenced by the tribunal to imprisonment for life. At the close of the trial the Government prosecutor asked that sentence of death be imposed, but the court suspended the sentence until Wednesday, when it recommended life imprisonment. It is believed that the mitigation of the sentence of young Fernandez is due entirely to the great interest taken by Consul General Lee in the case and the strong plea made personally by him to Captain General Weyler. Fernandes, whose father is a Spaniard but a naturalized American citizen and a resident of Key West, Fla., was scarcely 18 years old when he joined a filibustering expedition and went to Cuba two years ago. A few days after landing the expedition was overtaken by a company of Spanish troops under Col. Ochoa, and Fernandes, with several companions, became separated from the main body of the filibusters and was captured near Aimre, taken to Havana and has since been confined in Cabanas Fortress. <box>570 151 813 374</box>
article-text: The sale of the Bonanza mine in Oregon has been consummated and the papers signed. The price paid was $750,000. Fifty thousand dollars was paid on the spot. Half of the balance is to be paid in thirty days and the remainder in sixty days. <box>296 1210 548 1267</box>
table-row <box>22 1328 274 1339</box>
committee-entry: Expenditures on Public Buildings—D. G. Colson, Kentucky. <box>1100 1144 1343 1167</box>
article-text: The general deficiency carried a provision accepting the invitation to take part in the Paris exposition in 1900, and appropriated $25,000 to defray preliminary expenses, and appropriated $150,000 for a new immigrant station at New York to replace the one destroyed by fire. <box>1365 755 1607 811</box>
table-cell: 56 <box>113 1317 122 1328</box>
table-header-cell: W. <box>241 1187 253 1198</box>
committee-entry: Manufactures—George W. Faris, Indiana. <box>1110 902 1275 914</box>
rule <box>73 168 224 169</box>
article-text: A Washington dispatch says: A commercial war between the United States and Europe is expected to result from the operations of the Dingley law. While three nations of Europe separately filed protests against provisions of the law which they declared were inimical to their interests when the act was under consideration at the capital, all Europe, practically, is expected commercially to combine against this country as a result of the proposed enforcement of the bounty section of the statute. Instructions were sent by the State Department to the consular representatives of the United States throughout the world and by the Treasury Department to its special agents in Europe, directing them to report the amount of bounties paid by the governments to which they are accredited on any products intended for export to the United States. Just as soon as this information is at hand the Treasury Department will take steps to assess all such products at a duty equal to the rate imposed by the law in addition to the bounty paid by the foreign government. <box>296 380 548 581</box>
table-row <box>22 1317 274 1328</box>
market-report: Indianapolis—Cattle, shipping, $3.00 to $5.00; hogs, choice light, $3.00 to $4.00; sheep, common to choice, $3.00 to $3.75; wheat, No. 2, 72c to 74c; corn, No. 2 white, 26c to 28c; oats, No. 2 white, 21c to 22c. <box>835 1119 1078 1164</box>
subhead-suicides: Suicides in a Cemetery. <box>102 1409 195 1421</box>
committee-list <box>1100 140 1343 1198</box>
table-row <box>22 1295 274 1306</box>
article-text: A farmer by the name of Inman, who hailed from Kansas, competed at the Kansas City meet on the national circuit and won a handicap handsomely. <box>1100 1618 1343 1652</box>
table-cell: St. Louis <box>151 1252 185 1263</box>
article-text: The Hawaiian treaty of annexation negotiated by President McKinley was still unacted upon when Congress adjourned. <box>1365 1250 1607 1272</box>
subdeck-promised-land: Representatives of Hirsch Charities Look Favorably on the Project, Which May Win Out—Government's Enormous Expense for July. <box>31 174 266 206</box>
table-cell: 36 <box>243 1209 253 1219</box>
article-text: The extraordinary session of Congress which has just closed was called by President McKinley two days after he took the oath of office. <box>1365 222 1607 256</box>
table-cell: 20 <box>243 1252 253 1263</box>
committee-entry: Claims—C. N. Brumm, Pennsylvania. <box>1110 917 1261 929</box>
article-text: At Dr. Croft, O., Frank Wright was found lying dead on his wife's grave, with a bullet in his brain. Wright was formerly a resident of Springfield, but lately lived in New York. <box>22 1424 274 1458</box>
article-text: A domestic wife is a blessing, but not if she is too domestic. <box>1365 1435 1607 1457</box>
subhead-well-equipped: All Well Equipped. <box>385 810 459 821</box>
committee-entry: Public Buildings and Grounds—David H. Mercer of Nebraska, George E. White of Illinois, Republicans. <box>1100 780 1343 803</box>
table-cell: 53 <box>113 1306 122 1317</box>
article-text: Irving A. Powell, the amateur crack of New York City, who rode in the circuit races at Rochester recently, will come into an inheritance of $400,000 on his birthday. <box>1100 1532 1343 1565</box>
article-text: Michael is the greatest of living pace followers and is conceded by those who know to have every paced record at his mercy. <box>1100 1433 1343 1467</box>
article-text: Government officials have been asked to provide a convoy through the Behring Sea, for the steamer Portland on her return trip from the Alaskan gold fields. It is said a gang of pirates meditate seizure of treasure-laden ships. <box>570 1352 813 1397</box>
committee-entry: Reform in the Civil Service—Marriott Brosius, Pennsylvania. <box>1100 980 1343 1002</box>
table-cell: 44 <box>264 1295 273 1306</box>
headline-markets: THE MARKETS. <box>904 1029 1009 1045</box>
article-text: A landslide half a mile wide occurred in the mountains near Lincoln, Vt. Trees and loose rock were piled in an immense heap in the valley below. No lives were lost, but several farms were partially covered. <box>1365 1337 1607 1382</box>
headline-infantry: INFANTRY BICYCLE CORPS. <box>616 387 767 400</box>
table-cell: Columbus <box>24 1306 62 1317</box>
standings-body <box>22 1295 274 1339</box>
subhead-washington: Done at Washington. <box>1444 136 1527 148</box>
article-text: There really never was much of a movement on foot for building roads until the movement was mounted on a bicycle. <box>1100 1369 1343 1392</box>
table-row <box>22 1219 274 1230</box>
table-cell: 29 <box>243 1241 253 1252</box>
subhead-strikers: Have Joined the Strikers. <box>372 1272 472 1283</box>
